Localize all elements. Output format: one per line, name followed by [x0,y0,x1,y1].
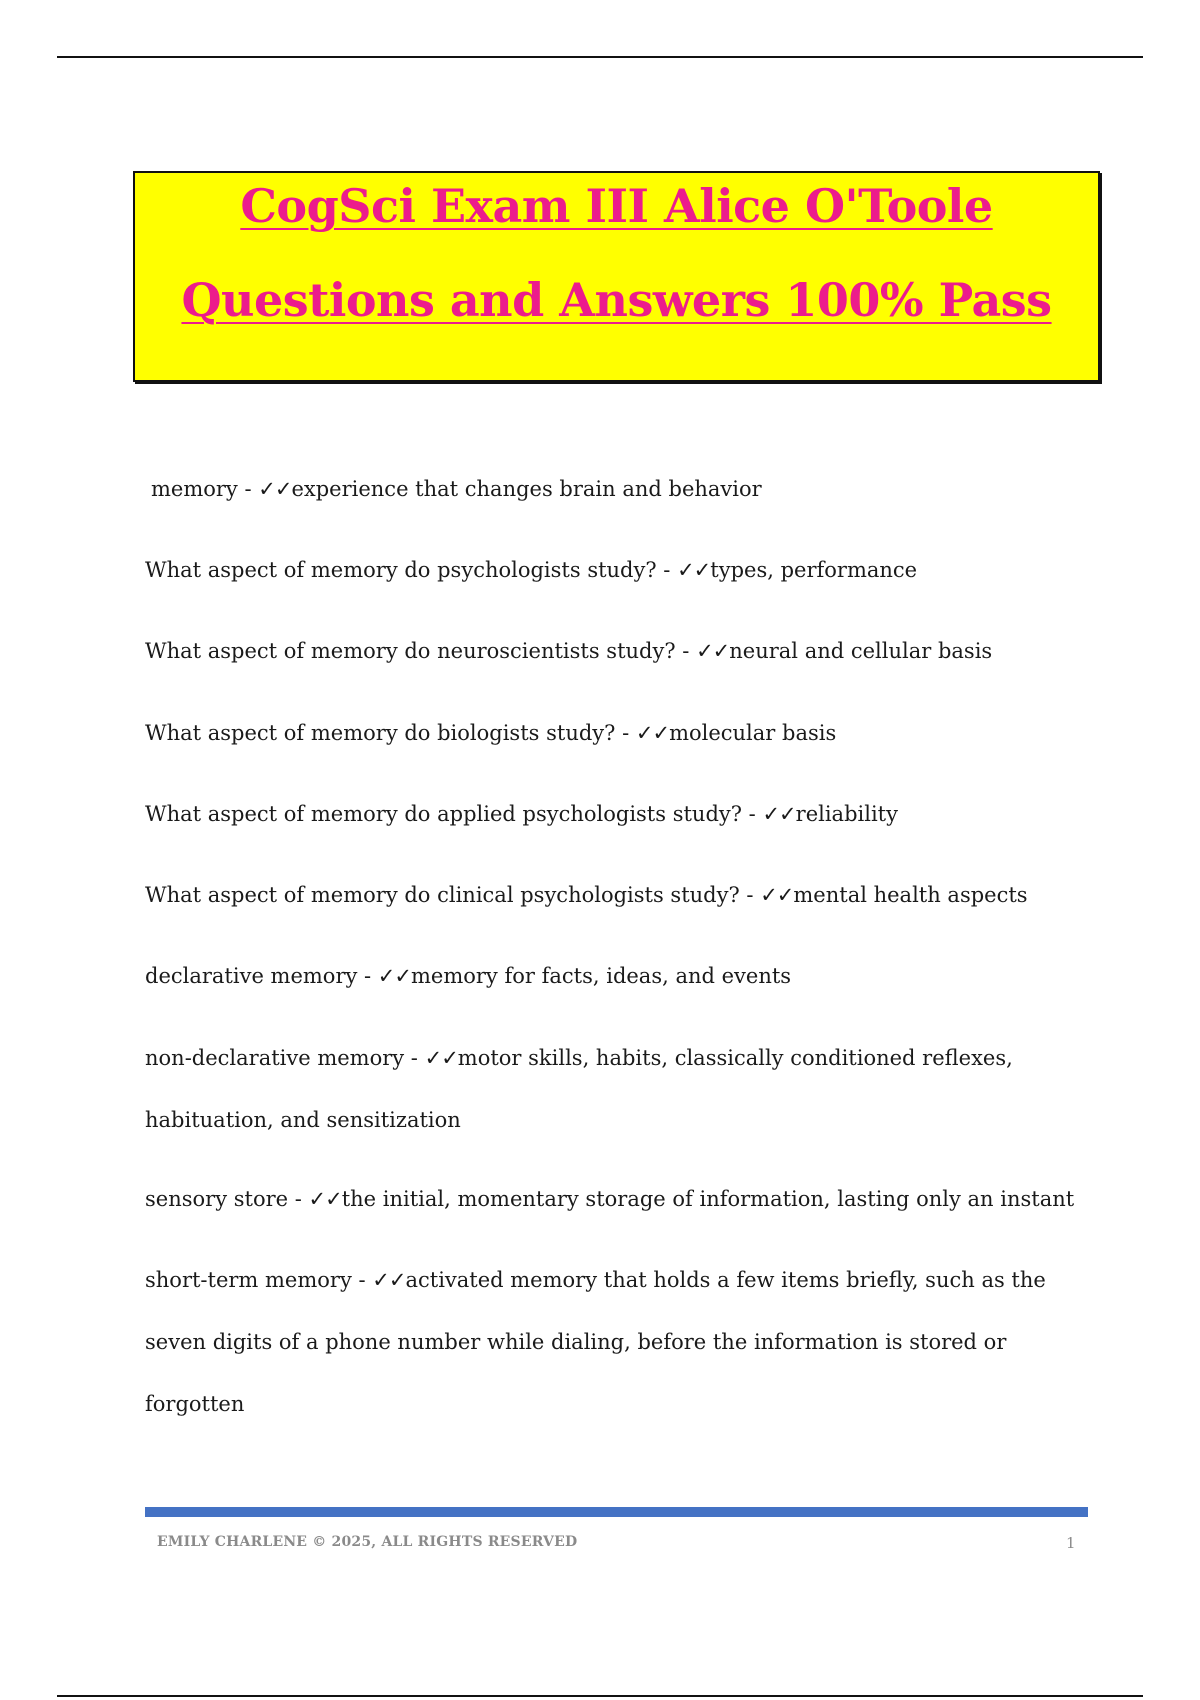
title-line-1: CogSci Exam III Alice O'Toole [240,179,993,233]
qa-term: non-declarative memory - [145,1046,425,1070]
title-box [133,171,1100,382]
qa-item [145,864,1085,926]
check-icon: ✓✓ [377,964,411,988]
qa-answer: molecular basis [669,721,837,745]
qa-term: memory - [151,477,259,501]
qa-answer: the initial, momentary storage of information, lasting only an instant [341,1187,1075,1211]
qa-item [145,620,1085,682]
title-line-2: Questions and Answers 100% Pass [181,273,1052,327]
qa-answer: types, performance [710,558,918,582]
qa-answer: activated memory that holds a few items briefly, such as the seven digits of a phone number while dialing, before the information is stored or forgotten [145,1268,1046,1416]
page-number: 1 [1066,1534,1076,1552]
qa-term: What aspect of memory do neuroscientists study? - [145,639,697,663]
bottom-rule [57,1695,1143,1697]
qa-item [151,458,1091,520]
top-rule [57,56,1143,58]
qa-term: What aspect of memory do applied psychologists study? - [145,802,763,826]
qa-answer: mental health aspects [793,883,1028,907]
qa-answer: motor skills, habits, classically conditioned reflexes, habituation, and sensitization [145,1046,1013,1132]
qa-item [145,1027,1035,1151]
qa-term: short-term memory - [145,1268,373,1292]
check-icon: ✓✓ [762,802,796,826]
check-icon: ✓✓ [677,558,711,582]
check-icon: ✓✓ [258,477,292,501]
qa-term: sensory store - [145,1187,309,1211]
qa-item [145,1249,1070,1435]
check-icon: ✓✓ [308,1187,342,1211]
check-icon: ✓✓ [760,883,794,907]
qa-item [145,783,1085,845]
qa-answer: experience that changes brain and behavior [291,477,762,501]
check-icon: ✓✓ [696,639,730,663]
qa-term: What aspect of memory do biologists study? - [145,721,636,745]
qa-answer: reliability [795,802,898,826]
footer-copyright: EMILY CHARLENE © 2025, ALL RIGHTS RESERVED [157,1534,578,1550]
qa-item [145,702,1085,764]
qa-answer: neural and cellular basis [729,639,993,663]
qa-item [145,945,1085,1007]
check-icon: ✓✓ [424,1046,458,1070]
qa-item [145,539,1085,601]
footer-bar [145,1507,1088,1517]
qa-term: What aspect of memory do psychologists study? - [145,558,678,582]
qa-item [145,1168,1085,1230]
qa-term: declarative memory - [145,964,378,988]
check-icon: ✓✓ [635,721,670,745]
qa-term: What aspect of memory do clinical psychologists study? - [145,883,761,907]
check-icon: ✓✓ [372,1268,406,1292]
qa-answer: memory for facts, ideas, and events [411,964,792,988]
